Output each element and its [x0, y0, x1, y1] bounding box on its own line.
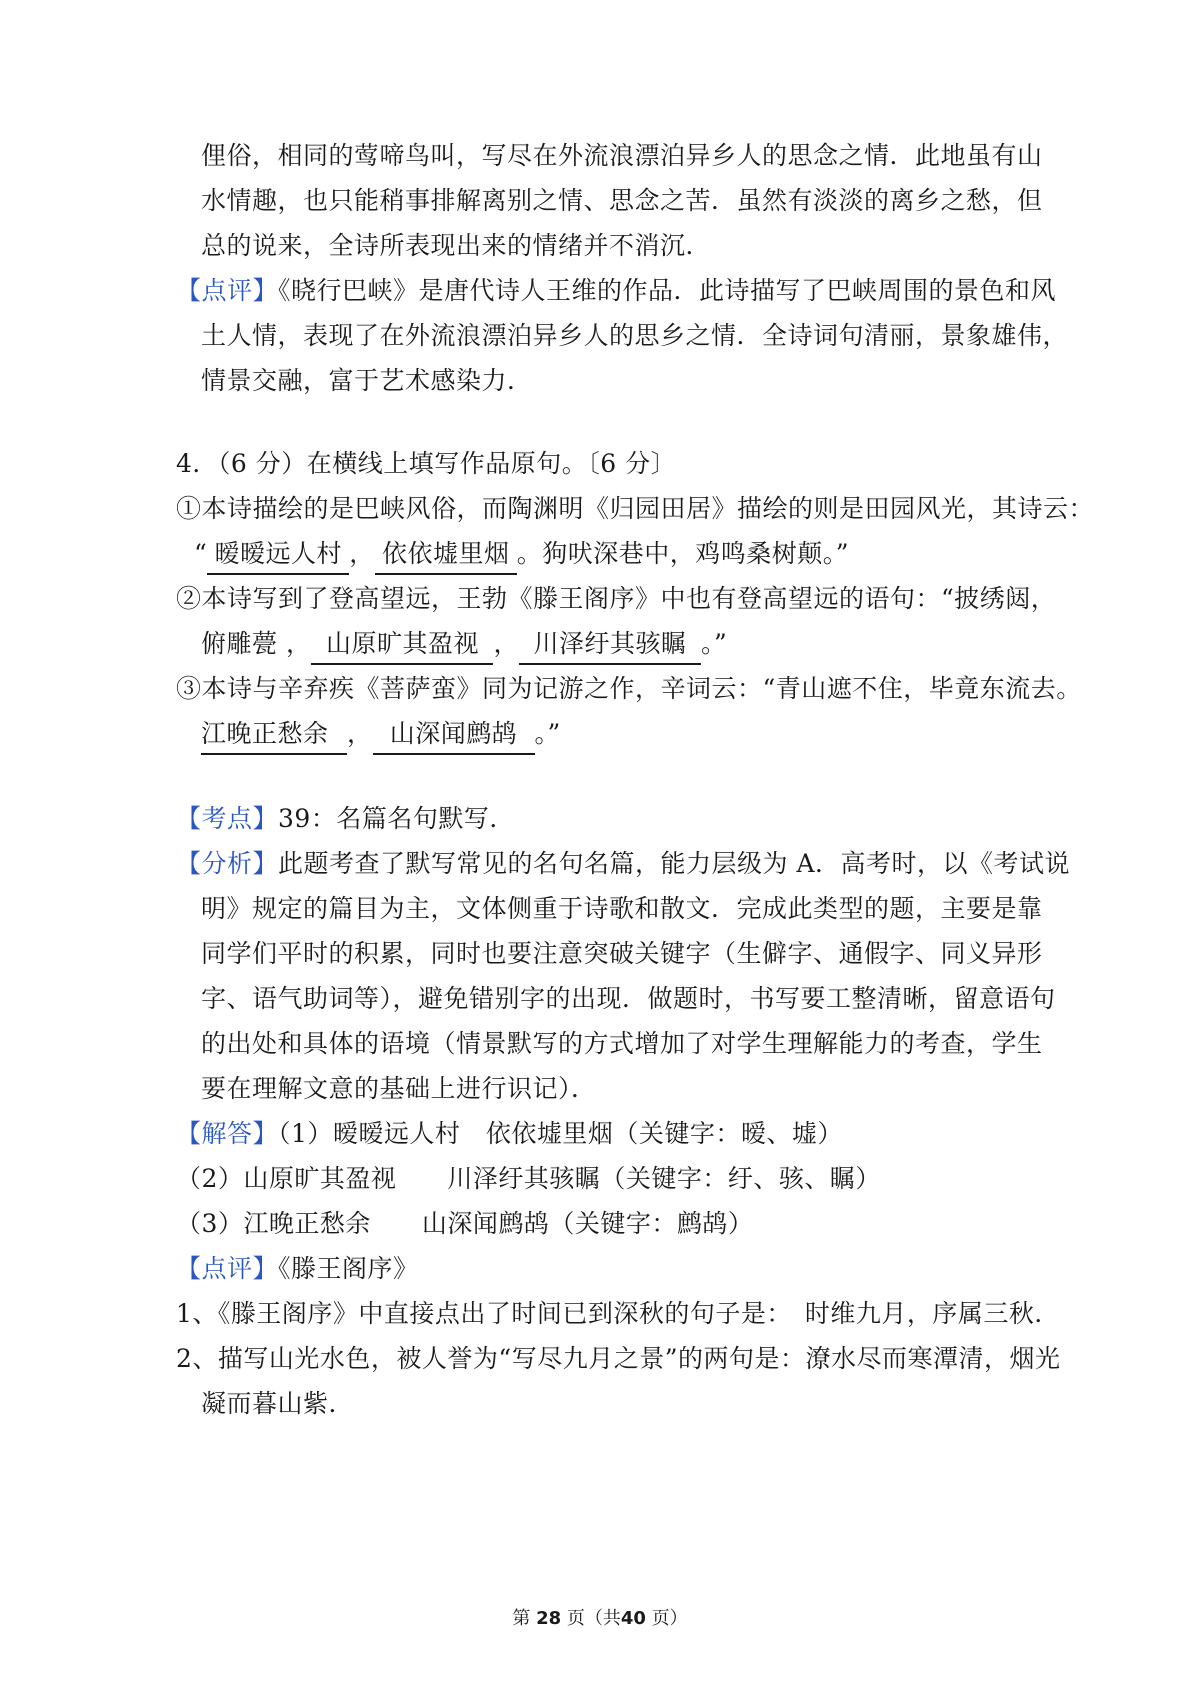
jieda-tag: 【解答】 — [176, 1119, 279, 1148]
answer-blank: 依依墟里烟 — [375, 535, 517, 575]
answer-blank: 暧暧远人村 — [207, 535, 349, 575]
paragraph-line: 水情趣，也只能稍事排解离别之情、思念之苦．虽然有淡淡的离乡之愁，但 — [201, 186, 1043, 215]
question-part-1: ①本诗描绘的是巴峡风俗，而陶渊明《归园田居》描绘的则是田园风光，其诗云： — [176, 494, 1095, 523]
fenxi-section — [176, 841, 1200, 887]
paragraph-line: 情景交融，富于艺术感染力． — [201, 366, 533, 395]
paragraph-line: 的出处和具体的语境（情景默写的方式增加了对学生理解能力的考查，学生 — [201, 1029, 1043, 1058]
paragraph-line: 俚俗，相同的莺啼鸟叫，写尽在外流浪漂泊异乡人的思念之情．此地虽有山 — [201, 141, 1043, 170]
question-part-3: ③本诗与辛弃疾《菩萨蛮》同为记游之作，辛词云：“青山遮不住，毕竟东流去。 — [176, 674, 1082, 703]
jieda-section — [176, 1111, 1200, 1157]
quote-mark: “ — [194, 539, 208, 568]
page-number: 28 — [536, 1608, 562, 1629]
kaodian-section — [176, 796, 1200, 842]
footer-text: 页（共 — [566, 1608, 621, 1629]
footer-text: 第 — [512, 1608, 531, 1629]
question-part-1-blanks — [194, 531, 1200, 577]
paragraph-line: 凝而暮山紫． — [201, 1389, 355, 1418]
separator: ， — [347, 719, 373, 748]
total-pages: 40 — [620, 1608, 646, 1629]
answer-blank: 山深闻鹧鸪 — [373, 715, 535, 755]
paragraph-line: 土人情，表现了在外流浪漂泊异乡人的思乡之情．全诗词句清丽，景象雄伟， — [201, 321, 1069, 350]
question-text: 。” — [700, 629, 728, 658]
paragraph-line: 同学们平时的积累，同时也要注意突破关键字（生僻字、通假字、同义异形 — [201, 939, 1043, 968]
answer-blank: 山原旷其盈视 — [311, 625, 493, 665]
review-text: 《晓行巴峡》是唐代诗人王维的作品．此诗描写了巴峡周围的景色和风 — [278, 276, 1057, 305]
answer-blank: 江晚正愁余 — [201, 715, 347, 755]
kaodian-tag: 【考点】 — [176, 804, 279, 833]
question-text: 。狗吠深巷中，鸡鸣桑树颠。” — [516, 539, 850, 568]
answer-blank: 川泽纡其骇瞩 — [519, 625, 701, 665]
list-item: 1、《滕王阁序》中直接点出了时间已到深秋的句子是： 时维九月，序属三秋． — [176, 1299, 1060, 1328]
kaodian-text: 39：名篇名句默写． — [278, 804, 515, 833]
question-text: 。” — [534, 719, 561, 748]
page-footer — [0, 1604, 1200, 1630]
fenxi-text: 此题考查了默写常见的名句名篇，能力层级为 A．高考时，以《考试说 — [278, 849, 1071, 878]
separator: ， — [349, 539, 375, 568]
question-text: 俯雕甍 ， — [201, 629, 312, 658]
footer-text: 页） — [651, 1608, 688, 1629]
review-tag: 【点评】 — [176, 1254, 279, 1283]
paragraph-line: 要在理解文意的基础上进行识记）． — [201, 1074, 597, 1103]
separator: ， — [493, 629, 519, 658]
question-header: 4．（6 分）在横线上填写作品原句。〔6 分〕 — [176, 449, 677, 478]
review-section — [176, 268, 1200, 314]
fenxi-tag: 【分析】 — [176, 849, 279, 878]
list-item: 2、描写山光水色，被人誉为“写尽九月之景”的两句是：潦水尽而寒潭清，烟光 — [176, 1344, 1061, 1373]
paragraph-line: 明》规定的篇目为主，文体侧重于诗歌和散文．完成此类型的题，主要是靠 — [201, 894, 1043, 923]
jieda-text: （1）暧暧远人村 依依墟里烟（关键字：暧、墟） — [278, 1119, 843, 1148]
question-part-2-blanks — [201, 621, 1200, 667]
question-part-2: ②本诗写到了登高望远，王勃《滕王阁序》中也有登高望远的语句：“披绣闼， — [176, 584, 1057, 613]
answer-line: （3）江晚正愁余 山深闻鹧鸪（关键字：鹧鸪） — [176, 1209, 754, 1238]
paragraph-line: 总的说来，全诗所表现出来的情绪并不消沉． — [201, 231, 712, 260]
question-part-3-blanks — [201, 711, 1200, 757]
paragraph-line: 字、语气助词等），避免错别字的出现．做题时，书写要工整清晰，留意语句 — [201, 984, 1056, 1013]
answer-line: （2）山原旷其盈视 川泽纡其骇瞩（关键字：纡、骇、瞩） — [176, 1164, 881, 1193]
review-text: 《滕王阁序》 — [278, 1254, 419, 1283]
review-tag: 【点评】 — [176, 276, 279, 305]
review-section — [176, 1246, 1200, 1292]
